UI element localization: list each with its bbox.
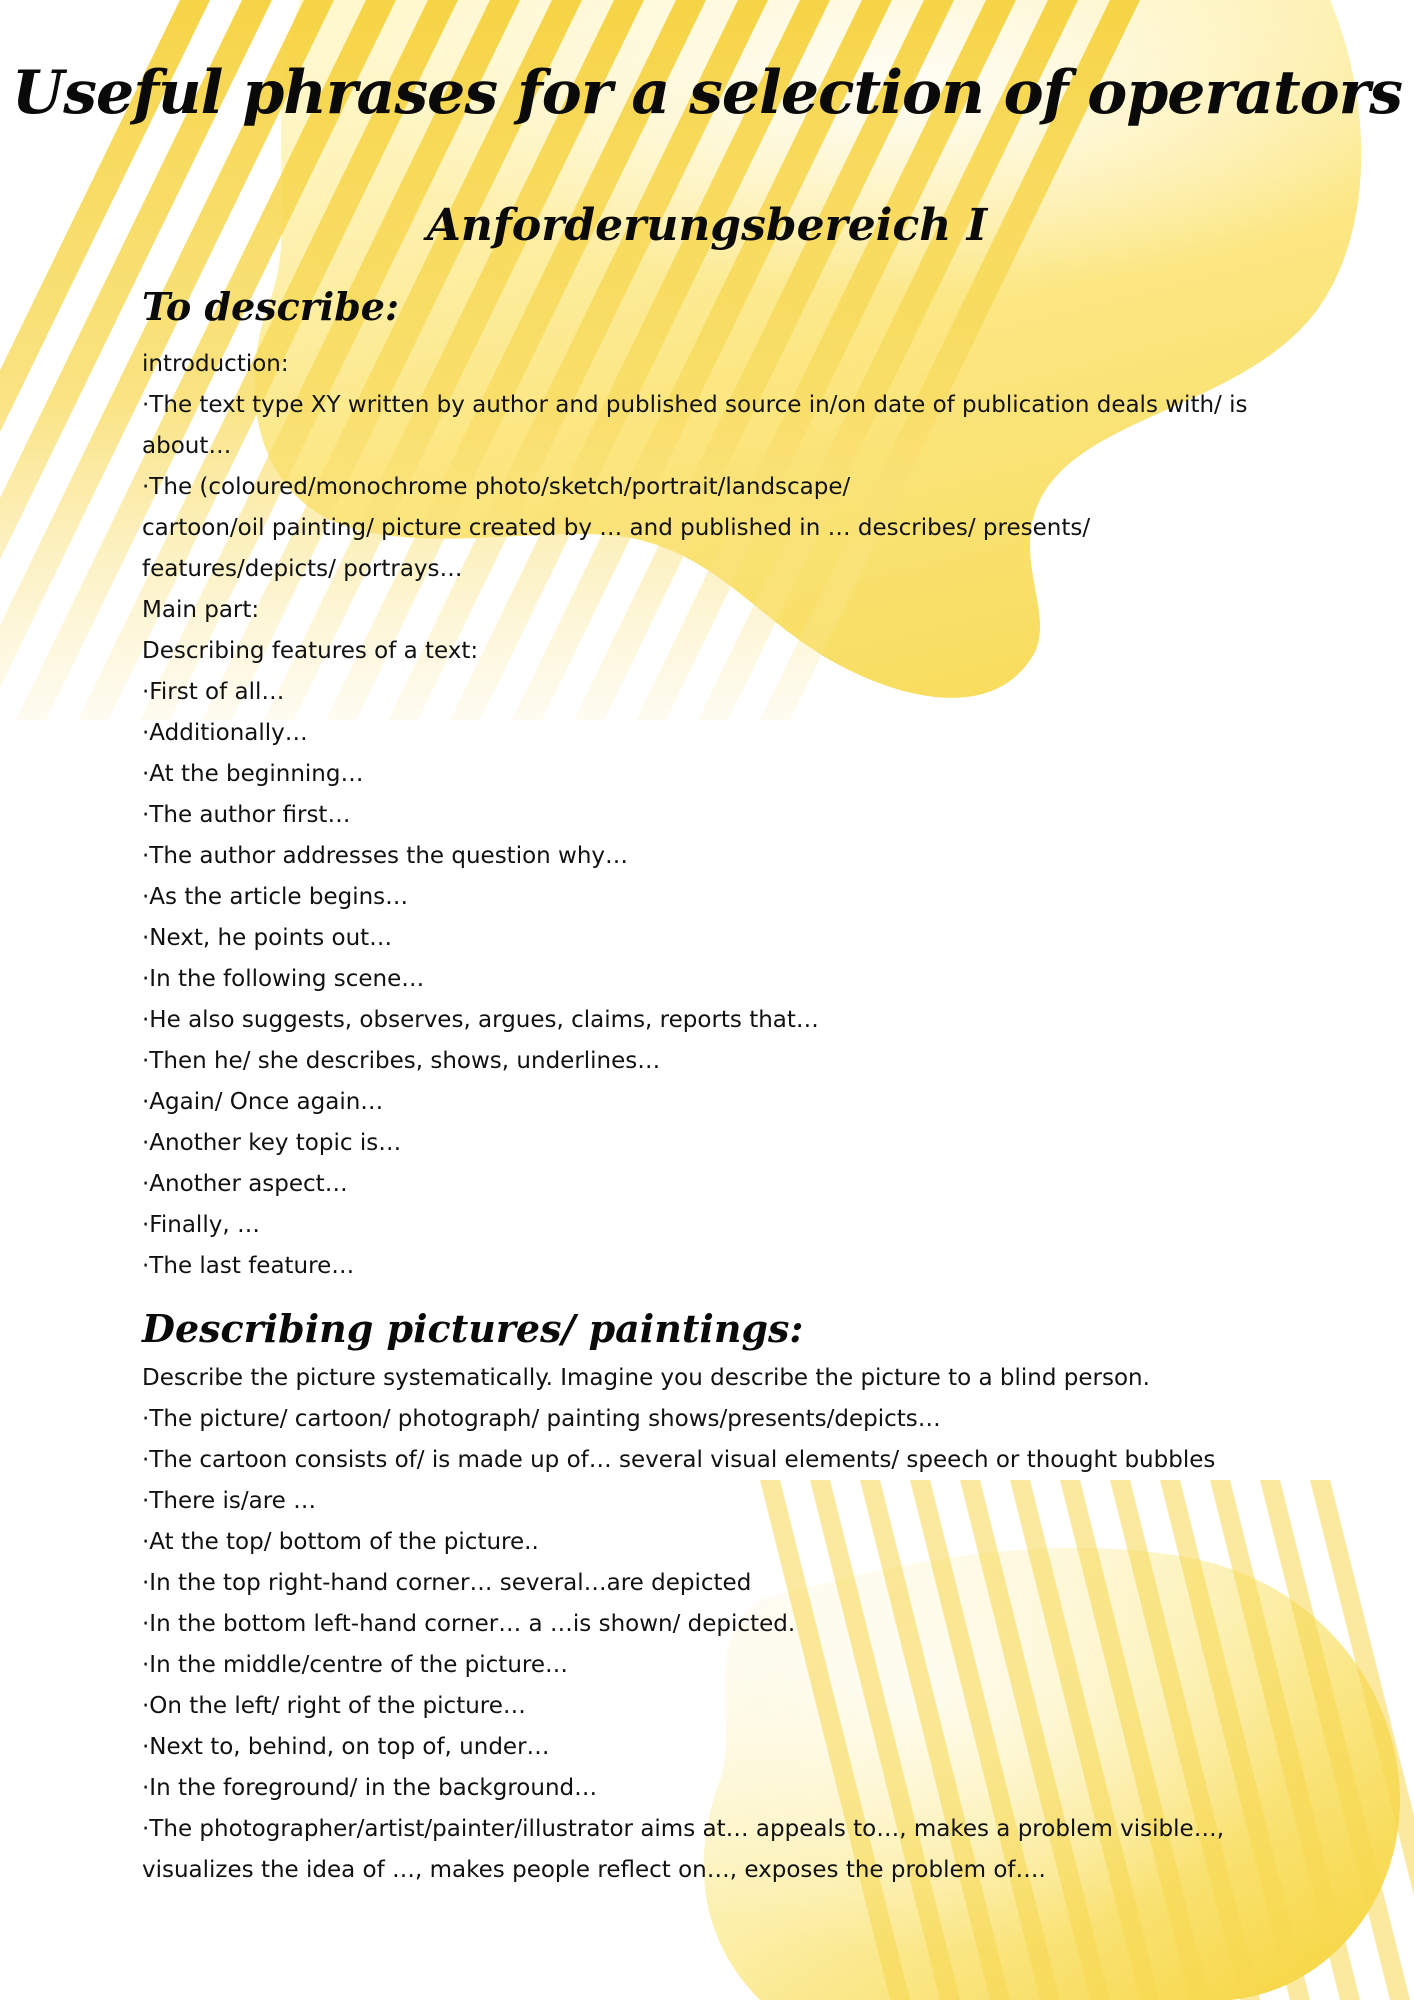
describe-line: ·He also suggests, observes, argues, claims, reports that…: [142, 1007, 819, 1033]
pictures-line: ·On the left/ right of the picture…: [142, 1693, 526, 1719]
describe-line: ·Next, he points out…: [142, 925, 393, 951]
pictures-line: ·In the bottom left-hand corner… a …is shown/ depicted.: [142, 1611, 796, 1637]
pictures-line: visualizes the idea of …, makes people reflect on…, exposes the problem of….: [142, 1857, 1046, 1883]
describe-line: ·Again/ Once again…: [142, 1089, 384, 1115]
describe-line: Main part:: [142, 597, 260, 623]
pictures-line: ·Next to, behind, on top of, under…: [142, 1734, 550, 1760]
describe-line: ·Additionally…: [142, 720, 308, 746]
pictures-phrase-list: [142, 1358, 1322, 1891]
describe-line: ·The author first…: [142, 802, 351, 828]
describe-line: features/depicts/ portrays…: [142, 556, 463, 582]
pictures-line: ·In the middle/centre of the picture…: [142, 1652, 568, 1678]
pictures-line: ·The picture/ cartoon/ photograph/ painting shows/presents/depicts…: [142, 1406, 941, 1432]
describe-line: ·The last feature…: [142, 1253, 355, 1279]
describe-line: introduction:: [142, 351, 289, 377]
page-subtitle: Anforderungsbereich I: [426, 200, 988, 251]
describe-line: ·Another key topic is…: [142, 1130, 402, 1156]
describe-line: ·The author addresses the question why…: [142, 843, 629, 869]
describe-line: ·The text type XY written by author and published source in/on date of publication deals with/ is: [142, 392, 1248, 418]
pictures-line: ·The photographer/artist/painter/illustrator aims at… appeals to…, makes a problem visible…,: [142, 1816, 1225, 1842]
pictures-line: ·At the top/ bottom of the picture..: [142, 1529, 539, 1555]
describe-line: ·Then he/ she describes, shows, underlines…: [142, 1048, 661, 1074]
section-heading-pictures: Describing pictures/ paintings:: [142, 1306, 804, 1351]
describe-phrase-list: [142, 344, 1322, 1287]
section-heading-describe: To describe:: [142, 284, 400, 329]
describe-line: ·First of all…: [142, 679, 285, 705]
pictures-line: ·The cartoon consists of/ is made up of… several visual elements/ speech or thought bubbles: [142, 1447, 1216, 1473]
describe-line: ·Another aspect…: [142, 1171, 348, 1197]
describe-line: ·Finally, …: [142, 1212, 260, 1238]
page-title: Useful phrases for a selection of operators: [11, 58, 1403, 128]
pictures-line: ·There is/are …: [142, 1488, 317, 1514]
describe-line: ·In the following scene…: [142, 966, 425, 992]
describe-line: Describing features of a text:: [142, 638, 479, 664]
pictures-line: ·In the foreground/ in the background…: [142, 1775, 598, 1801]
describe-line: about…: [142, 433, 232, 459]
describe-line: cartoon/oil painting/ picture created by … and published in … describes/ presents/: [142, 515, 1091, 541]
describe-line: ·As the article begins…: [142, 884, 409, 910]
describe-line: ·At the beginning…: [142, 761, 364, 787]
pictures-line: Describe the picture systematically. Imagine you describe the picture to a blind person.: [142, 1365, 1150, 1391]
describe-line: ·The (coloured/monochrome photo/sketch/portrait/landscape/: [142, 474, 851, 500]
pictures-line: ·In the top right-hand corner… several…are depicted: [142, 1570, 752, 1596]
